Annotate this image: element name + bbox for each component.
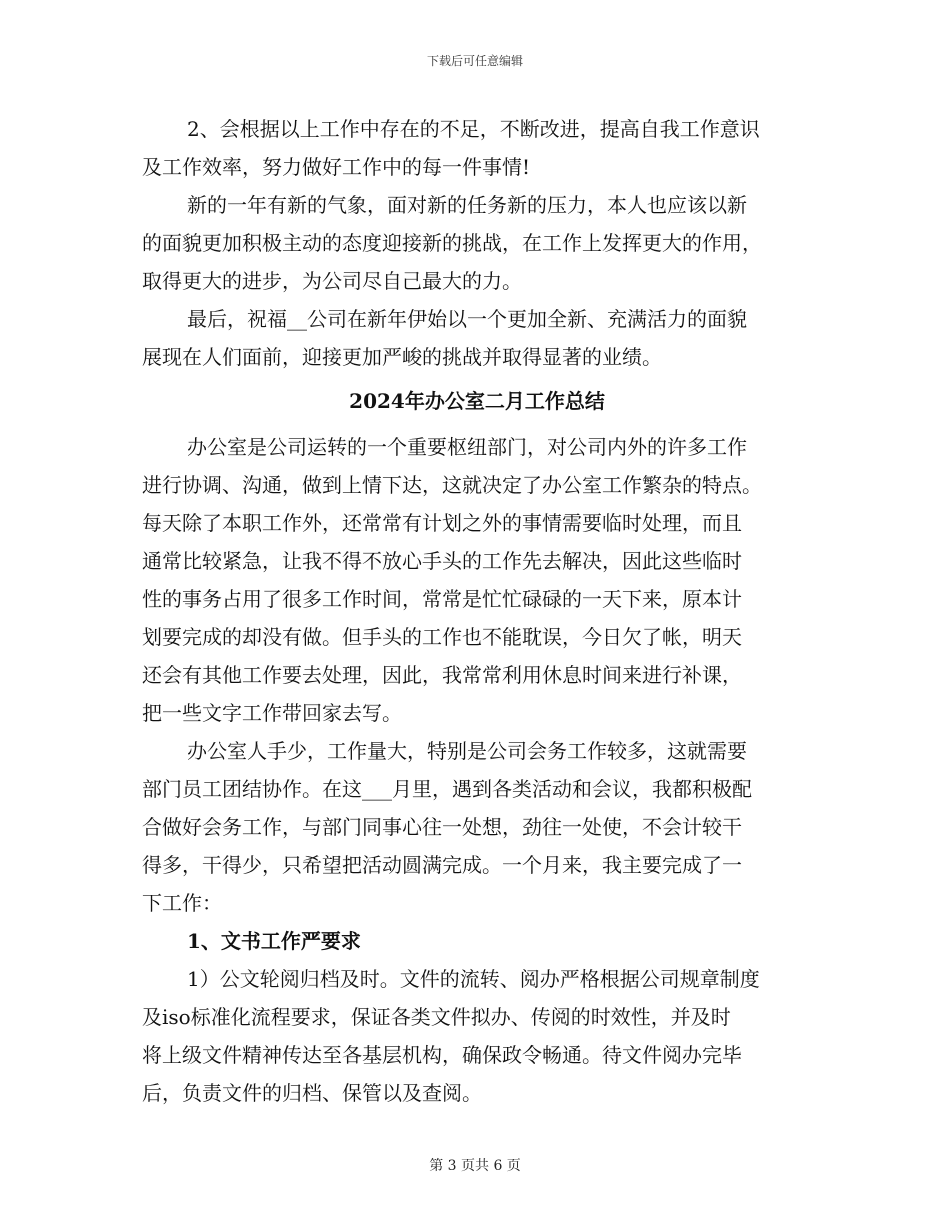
- paragraph-line: 还会有其他工作要去处理，因此，我常常利用休息时间来进行补课，: [142, 663, 742, 687]
- page-header: 下载后可任意编辑: [426, 54, 523, 68]
- paragraph-line: 1）公文轮阅归档及时。文件的流转、阅办严格根据公司规章制度: [187, 967, 760, 991]
- paragraph-line: 新的一年有新的气象，面对新的任务新的压力，本人也应该以新: [187, 193, 747, 217]
- paragraph-line: 把一些文字工作带回家去写。: [142, 701, 402, 725]
- paragraph-line: 进行协调、沟通，做到上情下达，这就决定了办公室工作繁杂的特点。: [142, 473, 762, 497]
- paragraph-line: 取得更大的进步，为公司尽自己最大的力。: [142, 269, 522, 293]
- paragraph-line: 性的事务占用了很多工作时间，常常是忙忙碌碌的一天下来，原本计: [142, 587, 742, 611]
- paragraph-line: 办公室是公司运转的一个重要枢纽部门，对公司内外的许多工作: [187, 435, 747, 459]
- paragraph-line: 办公室人手少，工作量大，特别是公司会务工作较多，这就需要: [187, 739, 747, 763]
- paragraph-line: 后，负责文件的归档、保管以及查阅。: [142, 1081, 482, 1105]
- document-title: 2024年办公室二月工作总结: [349, 389, 605, 413]
- paragraph-line: 通常比较紧急，让我不得不放心手头的工作先去解决，因此这些临时: [142, 549, 742, 573]
- paragraph-line: 最后，祝福__公司在新年伊始以一个更加全新、充满活力的面貌: [187, 307, 747, 331]
- paragraph-line: 的面貌更加积极主动的态度迎接新的挑战，在工作上发挥更大的作用，: [142, 231, 762, 255]
- paragraph-line: 合做好会务工作，与部门同事心往一处想，劲往一处使，不会计较干: [142, 815, 742, 839]
- paragraph-line: 得多，干得少，只希望把活动圆满完成。一个月来，我主要完成了一: [142, 853, 742, 877]
- paragraph-line: 将上级文件精神传达至各基层机构，确保政令畅通。待文件阅办完毕: [142, 1043, 742, 1067]
- paragraph-line: 划要完成的却没有做。但手头的工作也不能耽误，今日欠了帐，明天: [142, 625, 742, 649]
- paragraph-line: 部门员工团结协作。在这___月里，遇到各类活动和会议，我都积极配: [142, 777, 752, 801]
- document-body: [142, 110, 812, 1112]
- paragraph-line: 2、会根据以上工作中存在的不足，不断改进，提高自我工作意识: [187, 117, 760, 141]
- section-heading: 1、文书工作严要求: [187, 929, 361, 953]
- paragraph-line: 下工作：: [142, 891, 222, 915]
- page-footer: 第 3 页共 6 页: [429, 1158, 521, 1174]
- paragraph-line: 展现在人们面前，迎接更加严峻的挑战并取得显著的业绩。: [142, 345, 662, 369]
- paragraph-line: 每天除了本职工作外，还常常有计划之外的事情需要临时处理，而且: [142, 511, 742, 535]
- paragraph-line: 及iso标准化流程要求，保证各类文件拟办、传阅的时效性，并及时: [142, 1005, 731, 1029]
- paragraph-line: 及工作效率，努力做好工作中的每一件事情!: [142, 155, 531, 179]
